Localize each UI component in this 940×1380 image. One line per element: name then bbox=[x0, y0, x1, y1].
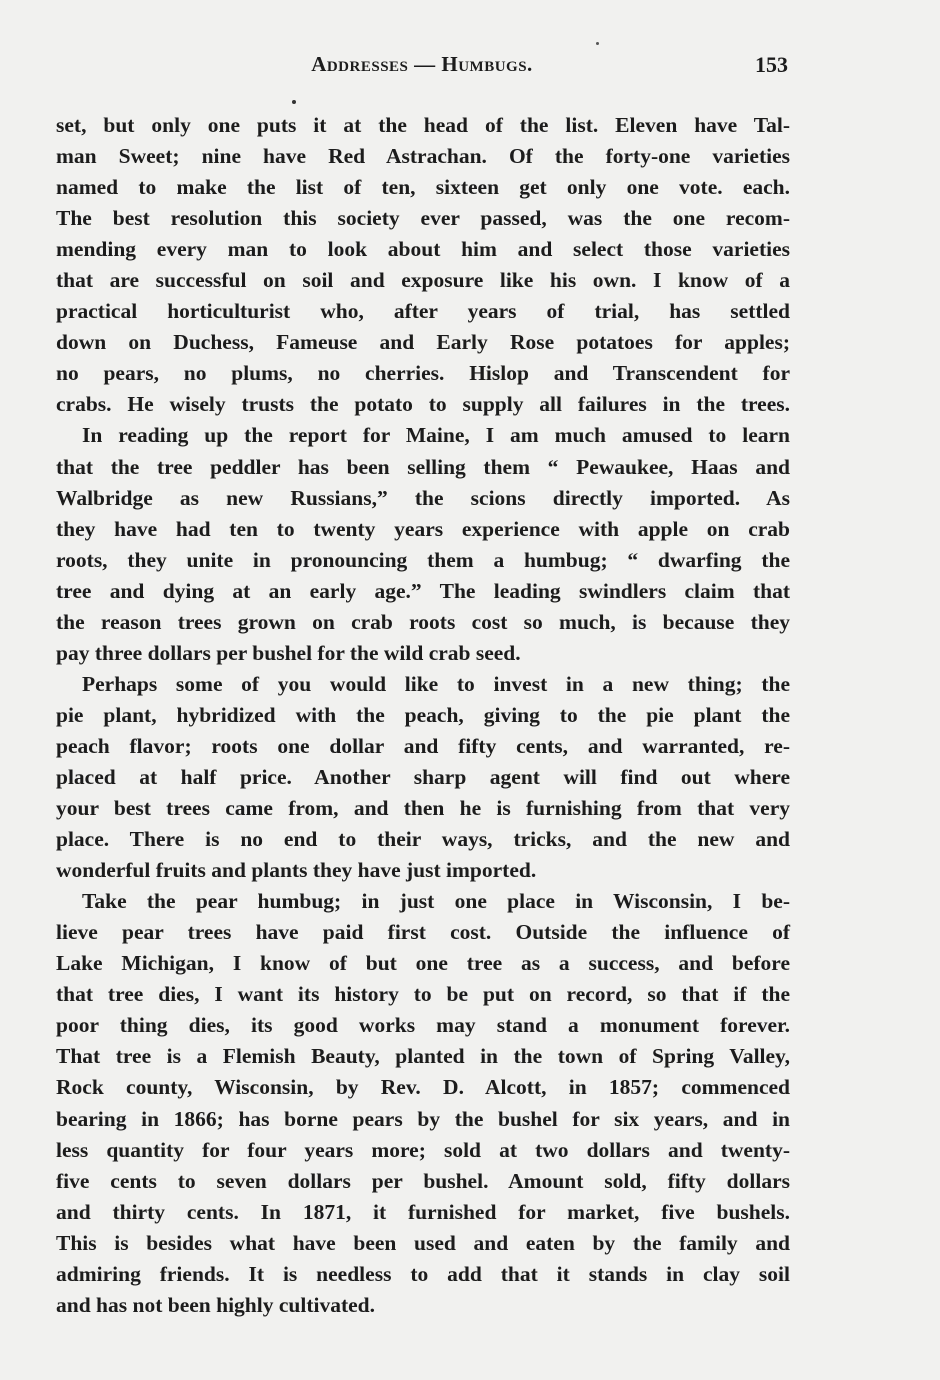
text-line: pie plant, hybridized with the peach, giving to the pie plant the bbox=[56, 702, 790, 727]
text-line: five cents to seven dollars per bushel. Amount sold, fifty dollars bbox=[56, 1168, 790, 1193]
text-line: named to make the list of ten, sixteen get only one vote. each. bbox=[56, 175, 790, 200]
text-line: poor thing dies, its good works may stand a monument forever. bbox=[56, 1013, 790, 1038]
text-line: Rock county, Wisconsin, by Rev. D. Alcott, in 1857; commenced bbox=[56, 1075, 790, 1100]
page-number: 153 bbox=[755, 52, 788, 77]
text-line: practical horticulturist who, after years of trial, has settled bbox=[56, 299, 790, 324]
print-speck bbox=[292, 100, 296, 104]
text-line: down on Duchess, Fameuse and Early Rose potatoes for apples; bbox=[56, 330, 790, 355]
text-line: the reason trees grown on crab roots cost so much, is because they bbox=[56, 609, 790, 634]
text-line: In reading up the report for Maine, I am much amused to learn bbox=[82, 423, 790, 448]
body-text bbox=[56, 110, 790, 1321]
text-line: Perhaps some of you would like to invest in a new thing; the bbox=[82, 671, 790, 696]
text-line: bearing in 1866; has borne pears by the bushel for six years, and in bbox=[56, 1106, 790, 1131]
text-line: roots, they unite in pronouncing them a humbug; “ dwarfing the bbox=[56, 547, 790, 572]
text-line: admiring friends. It is needless to add that it stands in clay soil bbox=[56, 1261, 790, 1286]
text-line: that are successful on soil and exposure like his own. I know of a bbox=[56, 268, 790, 293]
text-line: This is besides what have been used and eaten by the family and bbox=[56, 1230, 790, 1255]
text-line: Take the pear humbug; in just one place in Wisconsin, I be- bbox=[82, 889, 790, 914]
text-line: lieve pear trees have paid first cost. Outside the influence of bbox=[56, 920, 790, 945]
text-line: crabs. He wisely trusts the potato to supply all failures in the trees. bbox=[56, 392, 790, 417]
text-line: place. There is no end to their ways, tricks, and the new and bbox=[56, 827, 790, 852]
text-line: Walbridge as new Russians,” the scions directly imported. As bbox=[56, 485, 790, 510]
text-line: and has not been highly cultivated. bbox=[56, 1292, 375, 1317]
text-line: placed at half price. Another sharp agent will find out where bbox=[56, 764, 790, 789]
print-speck bbox=[596, 42, 599, 45]
text-line: wonderful fruits and plants they have just imported. bbox=[56, 858, 537, 883]
text-line: That tree is a Flemish Beauty, planted in the town of Spring Valley, bbox=[56, 1044, 790, 1069]
text-line: tree and dying at an early age.” The leading swindlers claim that bbox=[56, 578, 790, 603]
text-line: no pears, no plums, no cherries. Hislop and Transcendent for bbox=[56, 361, 790, 386]
text-line: and thirty cents. In 1871, it furnished for market, five bushels. bbox=[56, 1199, 790, 1224]
text-line: The best resolution this society ever passed, was the one recom- bbox=[56, 206, 790, 231]
text-line: peach flavor; roots one dollar and fifty cents, and warranted, re- bbox=[56, 733, 790, 758]
text-line: less quantity for four years more; sold at two dollars and twenty- bbox=[56, 1137, 790, 1162]
text-line: Lake Michigan, I know of but one tree as a success, and before bbox=[56, 951, 790, 976]
text-line: they have had ten to twenty years experience with apple on crab bbox=[56, 516, 790, 541]
text-line: your best trees came from, and then he is furnishing from that very bbox=[56, 796, 790, 821]
page-header bbox=[56, 52, 788, 84]
running-head: Addresses — Humbugs. bbox=[311, 52, 533, 76]
text-line: that tree dies, I want its history to be put on record, so that if the bbox=[56, 982, 790, 1007]
text-line: pay three dollars per bushel for the wild crab seed. bbox=[56, 640, 521, 665]
text-line: set, but only one puts it at the head of the list. Eleven have Tal- bbox=[56, 113, 790, 137]
text-line: man Sweet; nine have Red Astrachan. Of the forty-one varieties bbox=[56, 144, 790, 169]
text-line: that the tree peddler has been selling them “ Pewaukee, Haas and bbox=[56, 454, 790, 479]
text-line: mending every man to look about him and select those varieties bbox=[56, 237, 790, 262]
